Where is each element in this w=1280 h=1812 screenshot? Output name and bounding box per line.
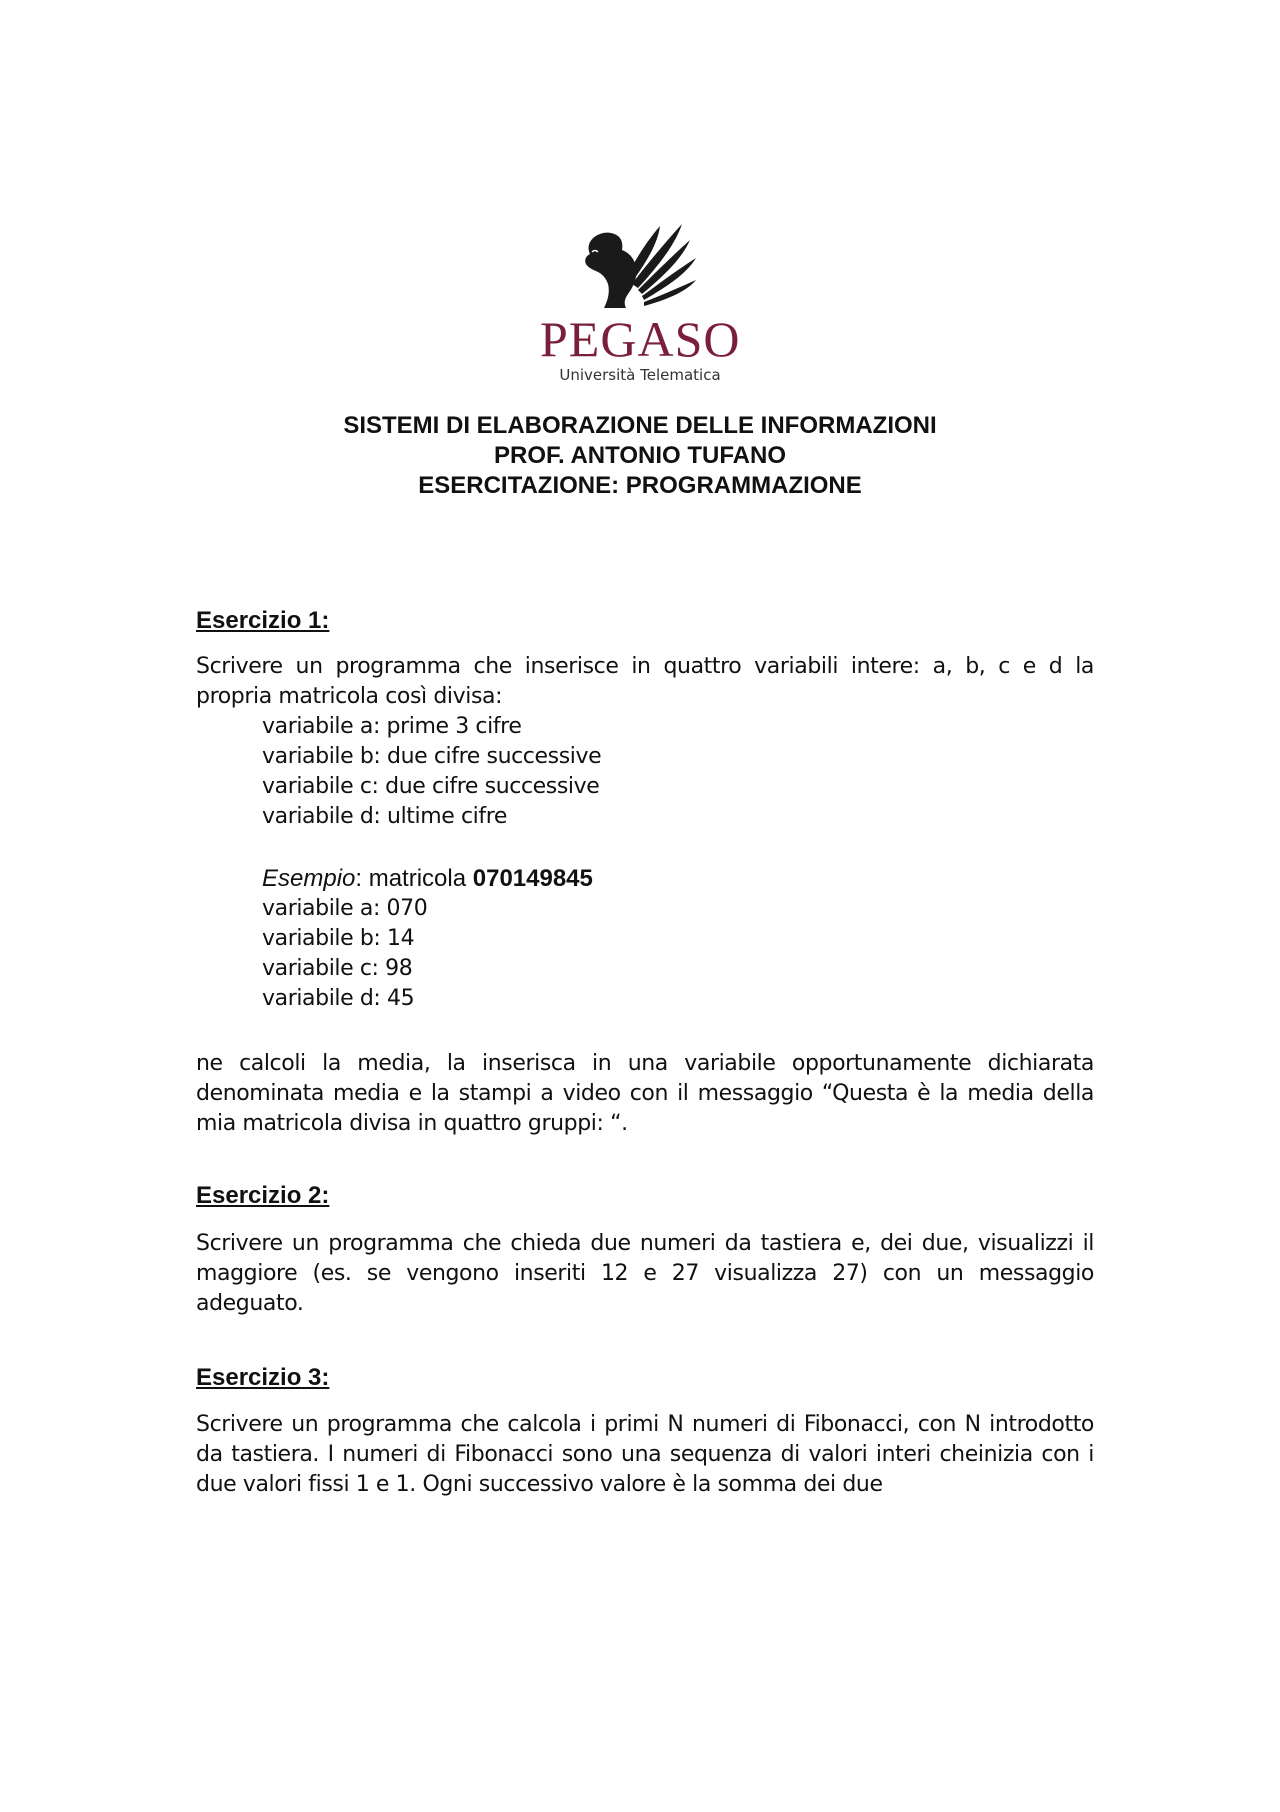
exercise1-intro	[196, 652, 1094, 712]
course-title: SISTEMI DI ELABORAZIONE DELLE INFORMAZIONI	[343, 412, 937, 439]
exercise1-outro-line: denominata media e la stampi a video con il messaggio “Questa è la media della	[196, 1081, 1094, 1106]
exercise3-line: da tastiera. I numeri di Fibonacci sono una sequenza di valori interi cheinizia con i	[196, 1442, 1094, 1467]
document-title	[0, 411, 1280, 501]
example-number: 070149845	[472, 865, 593, 892]
exercise3-body	[196, 1410, 1094, 1500]
example-text: : matricola	[355, 865, 473, 892]
exercise1-intro-line: propria matricola così divisa:	[196, 684, 503, 709]
example-header	[262, 864, 593, 894]
list-item: variabile c: due cifre successive	[262, 774, 600, 799]
list-item: variabile a: 070	[262, 896, 428, 921]
professor-name: PROF. ANTONIO TUFANO	[493, 442, 786, 469]
list-item: variabile b: due cifre successive	[262, 744, 602, 769]
exercise1-split-rules	[262, 712, 601, 832]
exercise-title: ESERCITAZIONE: PROGRAMMAZIONE	[418, 472, 862, 499]
exercise2-line: adeguato.	[196, 1291, 304, 1316]
list-item: variabile b: 14	[262, 926, 415, 951]
exercise2-line: Scrivere un programma che chieda due numeri da tastiera e, dei due, visualizzi il	[196, 1231, 1094, 1256]
list-item: variabile d: 45	[262, 986, 415, 1011]
exercise1-heading: Esercizio 1:	[196, 607, 330, 634]
pegasus-horse-icon	[582, 222, 698, 308]
logo-wordmark: PEGASO	[540, 311, 741, 367]
exercise1-intro-line: Scrivere un programma che inserisce in quattro variabili intere: a, b, c e d la	[196, 654, 1094, 679]
university-logo	[540, 222, 740, 387]
exercise1-outro-line: ne calcoli la media, la inserisca in una variabile opportunamente dichiarata	[196, 1051, 1094, 1076]
list-item: variabile c: 98	[262, 956, 413, 981]
example-label: Esempio	[262, 865, 356, 892]
exercise3-line: Scrivere un programma che calcola i primi N numeri di Fibonacci, con N introdotto	[196, 1412, 1094, 1437]
exercise1-example	[262, 864, 593, 1014]
exercise3-heading: Esercizio 3:	[196, 1364, 330, 1391]
exercise1-outro	[196, 1049, 1094, 1139]
logo-subtitle: Università Telematica	[559, 366, 721, 384]
exercise2-heading: Esercizio 2:	[196, 1182, 330, 1209]
list-item: variabile a: prime 3 cifre	[262, 714, 522, 739]
exercise3-line: due valori fissi 1 e 1. Ogni successivo valore è la somma dei due	[196, 1472, 883, 1497]
exercise2-body	[196, 1229, 1094, 1319]
exercise1-outro-line: mia matricola divisa in quattro gruppi: “.	[196, 1111, 628, 1136]
exercise2-line: maggiore (es. se vengono inseriti 12 e 27 visualizza 27) con un messaggio	[196, 1261, 1094, 1286]
list-item: variabile d: ultime cifre	[262, 804, 508, 829]
